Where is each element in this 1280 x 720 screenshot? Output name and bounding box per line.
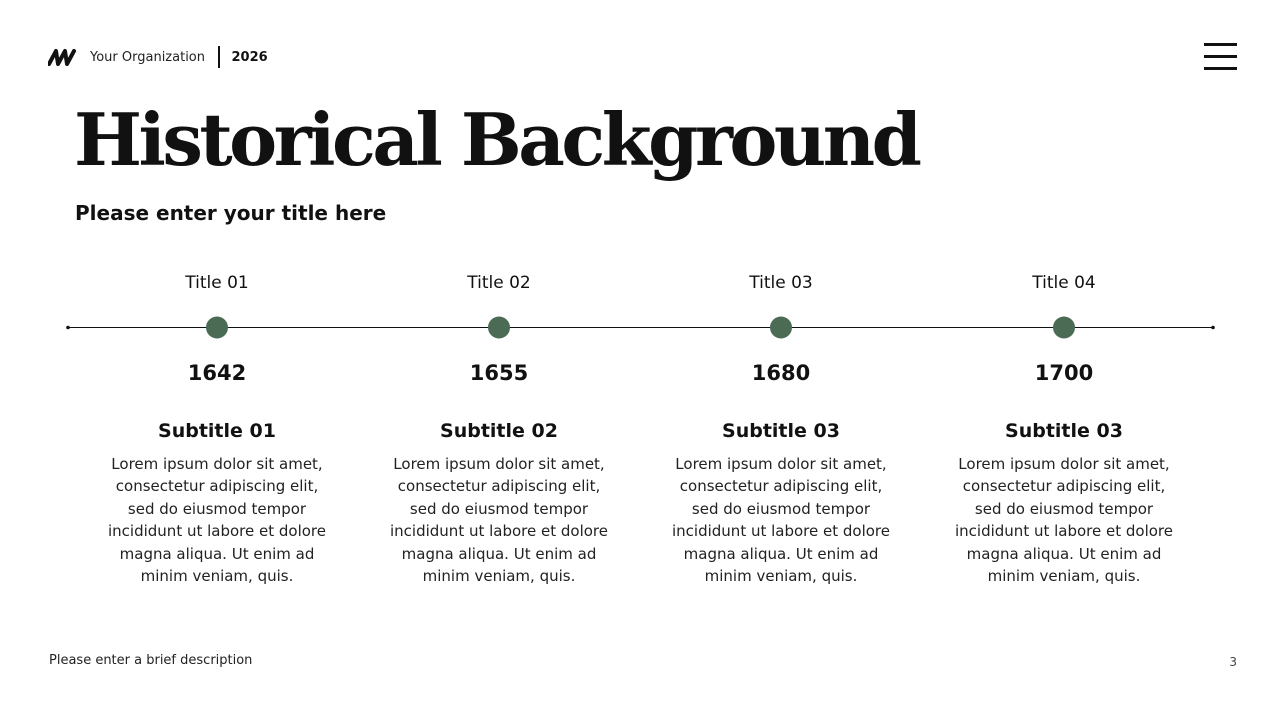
timeline-dot (488, 317, 510, 339)
timeline-item-subtitle: Subtitle 03 (722, 420, 840, 442)
hamburger-menu-icon[interactable] (1204, 43, 1237, 71)
header-divider (218, 46, 220, 68)
year-label: 2026 (231, 49, 268, 65)
timeline-item-subtitle: Subtitle 01 (158, 420, 276, 442)
footer-description: Please enter a brief description (49, 653, 253, 668)
timeline-item-subtitle: Subtitle 02 (440, 420, 558, 442)
timeline-dot (770, 317, 792, 339)
timeline-item-subtitle: Subtitle 03 (1005, 420, 1123, 442)
timeline-item-title: Title 02 (467, 273, 531, 293)
logo-icon (48, 48, 76, 66)
timeline-dot (1053, 317, 1075, 339)
page-title: Historical Background (74, 97, 919, 182)
timeline-item-body: Lorem ipsum dolor sit amet, consectetur adipiscing elit, sed do eiusmod tempor incididunt ut labore et dolore magna aliqua. Ut enim ad minim veniam, quis. (955, 455, 1173, 586)
page-number: 3 (1229, 655, 1237, 669)
timeline-item-title: Title 03 (749, 273, 813, 293)
timeline-item-title: Title 04 (1032, 273, 1096, 293)
organization-name: Your Organization (90, 49, 205, 65)
timeline-item-year: 1642 (187, 361, 247, 385)
timeline-item-body: Lorem ipsum dolor sit amet, consectetur adipiscing elit, sed do eiusmod tempor incididunt ut labore et dolore magna aliqua. Ut enim ad minim veniam, quis. (108, 455, 326, 586)
timeline-item-year: 1700 (1034, 361, 1094, 385)
timeline-item-year: 1680 (751, 361, 811, 385)
timeline-item-body: Lorem ipsum dolor sit amet, consectetur adipiscing elit, sed do eiusmod tempor incididunt ut labore et dolore magna aliqua. Ut enim ad minim veniam, quis. (672, 455, 890, 586)
page-subtitle: Please enter your title here (75, 201, 387, 225)
timeline-item-year: 1655 (469, 361, 529, 385)
timeline-item-body: Lorem ipsum dolor sit amet, consectetur adipiscing elit, sed do eiusmod tempor incididunt ut labore et dolore magna aliqua. Ut enim ad minim veniam, quis. (390, 455, 608, 586)
timeline-item-title: Title 01 (185, 273, 249, 293)
timeline-dot (206, 317, 228, 339)
header (48, 44, 268, 70)
